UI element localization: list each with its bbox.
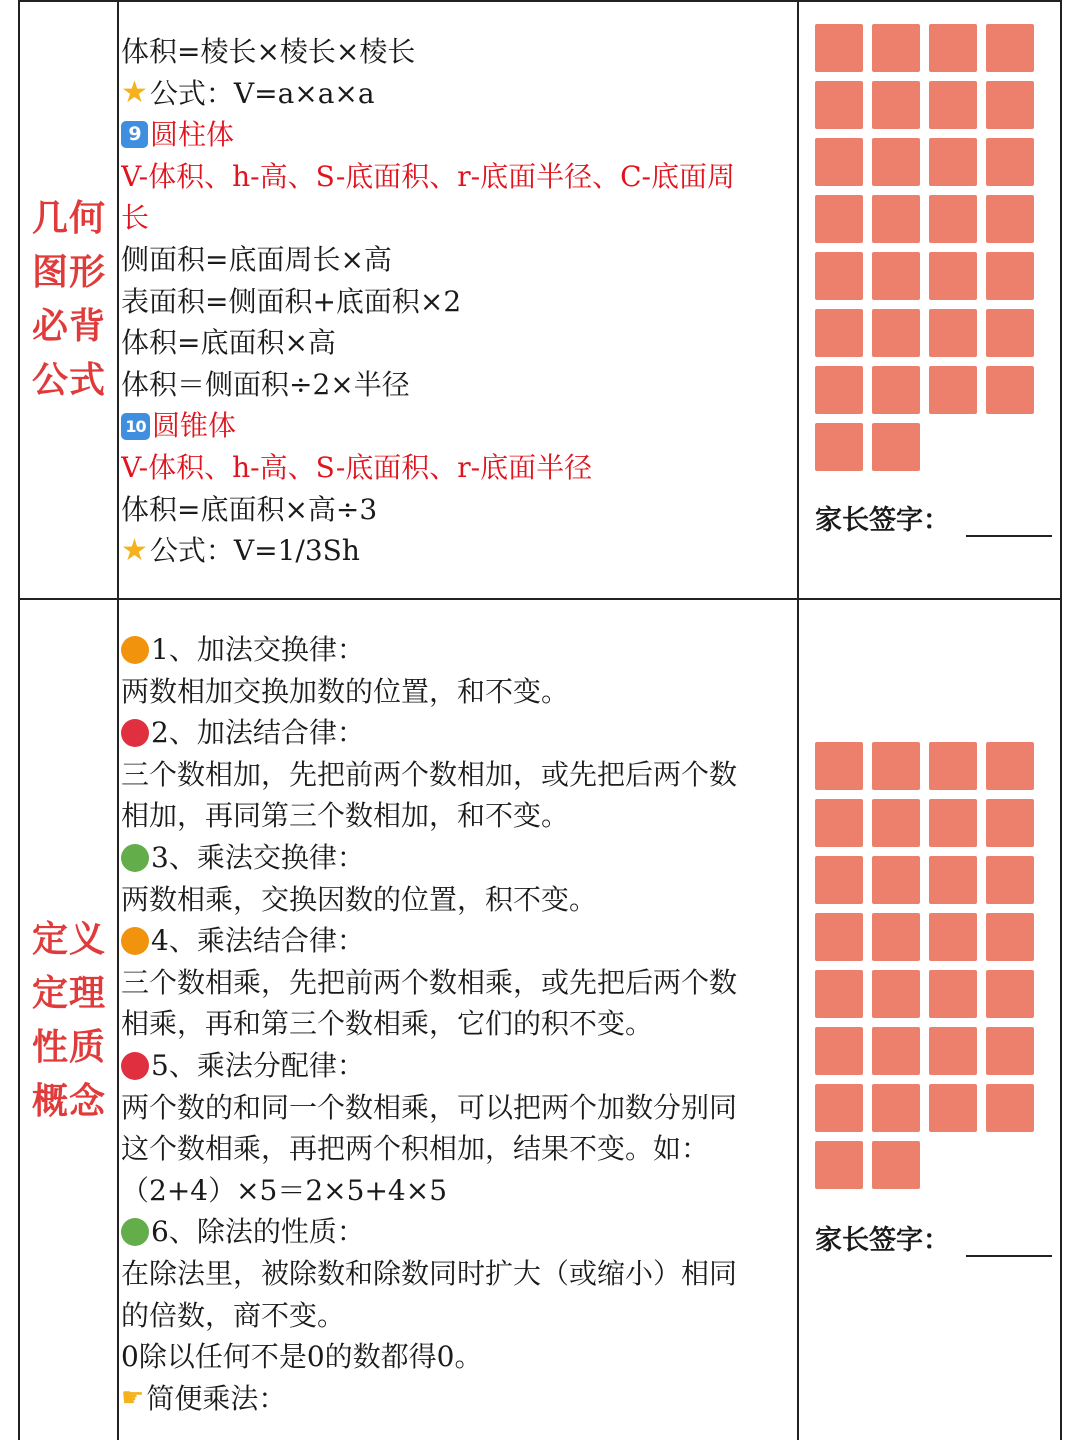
signature-field[interactable] (966, 513, 1052, 537)
review-checkbox[interactable] (986, 309, 1034, 357)
review-checkbox[interactable] (929, 195, 977, 243)
review-checkbox[interactable] (872, 913, 920, 961)
law-heading (121, 629, 793, 671)
formula-text: 长 (121, 201, 150, 235)
law-text: 的倍数，商不变。 (121, 1298, 346, 1332)
law-heading (121, 1211, 793, 1253)
review-checkbox[interactable] (929, 81, 977, 129)
law-heading (121, 1045, 793, 1087)
law-text: 0除以任何不是0的数都得0。 (121, 1340, 483, 1374)
formula-text: V-体积、h-高、S-底面积、r-底面半径 (121, 450, 593, 484)
category-line: 图形 (31, 251, 106, 293)
law-text: 1、加法交换律： (151, 633, 365, 666)
review-checkbox[interactable] (986, 742, 1034, 790)
law-text: 三个数相乘，先把前两个数相乘，或先把后两个数 (121, 965, 738, 999)
review-checkbox[interactable] (815, 913, 863, 961)
table-border-top (18, 0, 1062, 2)
law-line (121, 879, 793, 921)
review-checkbox[interactable] (815, 138, 863, 186)
law-text: 三个数相加，先把前两个数相加，或先把后两个数 (121, 757, 738, 791)
law-line (121, 671, 793, 713)
heading-text: 圆柱体 (150, 118, 235, 152)
review-checkbox[interactable] (986, 1027, 1034, 1075)
review-checkbox[interactable] (929, 309, 977, 357)
orange-dot-icon (121, 636, 149, 664)
formula-text: 侧面积=底面周长×高 (121, 242, 392, 276)
review-checkbox[interactable] (815, 742, 863, 790)
star-icon: ★ (121, 532, 148, 568)
signature-label: 家长签字： (815, 505, 950, 536)
review-checkbox[interactable] (986, 138, 1034, 186)
law-line (121, 795, 793, 837)
law-line (121, 1336, 793, 1378)
signature-field[interactable] (966, 1233, 1052, 1257)
review-checkbox[interactable] (929, 366, 977, 414)
review-checkbox[interactable] (815, 81, 863, 129)
formula-line (121, 322, 793, 364)
review-checkbox-grid (815, 742, 1035, 1189)
formula-line (121, 447, 793, 489)
review-checkbox[interactable] (986, 366, 1034, 414)
law-line (121, 1003, 793, 1045)
review-checkbox[interactable] (872, 366, 920, 414)
review-checkbox-grid (815, 24, 1035, 471)
review-checkbox[interactable] (986, 913, 1034, 961)
law-text: 4、乘法结合律： (151, 924, 365, 958)
red-dot-icon (121, 719, 149, 747)
review-checkbox[interactable] (815, 1084, 863, 1132)
review-checkbox[interactable] (872, 856, 920, 904)
formula-line (121, 239, 793, 281)
category-line: 定义 (31, 918, 106, 960)
category-label-geometry (20, 0, 118, 598)
law-text: 5、乘法分配律： (151, 1048, 365, 1082)
orange-dot-icon (121, 927, 149, 955)
review-checkbox[interactable] (872, 309, 920, 357)
review-checkbox[interactable] (872, 195, 920, 243)
formula-line (121, 364, 793, 406)
law-heading (121, 920, 793, 962)
law-line (121, 1087, 793, 1129)
review-checkbox[interactable] (872, 1141, 920, 1189)
table-divider-check (797, 0, 799, 1440)
section-heading-cylinder (121, 114, 793, 156)
number-badge: 10 (121, 413, 150, 440)
review-checkbox[interactable] (929, 1084, 977, 1132)
parent-signature (815, 1218, 1052, 1257)
category-line: 必背 (31, 305, 106, 347)
review-checkbox[interactable] (929, 24, 977, 72)
table-row-divider (18, 598, 1062, 600)
law-text: 相加，再同第三个数相加，和不变。 (121, 799, 570, 833)
law-line (121, 1253, 793, 1295)
category-line: 公式 (31, 359, 106, 401)
formula-text: V-体积、h-高、S-底面积、r-底面半径、C-底面周 (121, 159, 736, 193)
review-checkbox[interactable] (929, 799, 977, 847)
law-text: 这个数相乘，再把两个积相加，结果不变。如： (121, 1132, 710, 1166)
pointing-hand-icon: ☛ (121, 1383, 145, 1414)
review-checkbox[interactable] (986, 252, 1034, 300)
review-checkbox[interactable] (815, 856, 863, 904)
review-checkbox[interactable] (872, 1027, 920, 1075)
geometry-formula-list (121, 31, 793, 572)
formula-line (121, 73, 793, 115)
law-line (121, 754, 793, 796)
law-text: 两数相乘，交换因数的位置，积不变。 (121, 882, 598, 916)
star-icon: ★ (121, 75, 148, 111)
law-text: 2、加法结合律： (151, 716, 365, 750)
law-line (121, 962, 793, 1004)
law-heading (121, 712, 793, 754)
law-list (121, 629, 793, 1419)
review-checkbox[interactable] (872, 252, 920, 300)
review-checkbox[interactable] (872, 138, 920, 186)
formula-text: 体积=底面积×高÷3 (121, 492, 378, 526)
law-heading (121, 837, 793, 879)
formula-line (121, 489, 793, 531)
category-line: 定理 (31, 972, 106, 1014)
law-text: 6、除法的性质： (151, 1215, 365, 1249)
law-text: 3、乘法交换律： (151, 840, 365, 874)
law-text: 相乘，再和第三个数相乘，它们的积不变。 (121, 1007, 654, 1041)
law-text: （2+4）×5＝2×5+4×5 (121, 1173, 448, 1207)
review-checkbox[interactable] (815, 24, 863, 72)
heading-text: 圆锥体 (152, 409, 237, 443)
review-checkbox[interactable] (929, 138, 977, 186)
table-border-right (1060, 0, 1062, 1440)
review-checkbox[interactable] (872, 81, 920, 129)
review-checkbox[interactable] (872, 799, 920, 847)
review-checkbox[interactable] (929, 1027, 977, 1075)
review-checkbox[interactable] (815, 799, 863, 847)
category-label-definitions (20, 600, 118, 1440)
review-checkbox[interactable] (929, 742, 977, 790)
law-text: 两数相加交换加数的位置，和不变。 (121, 674, 570, 708)
review-checkbox[interactable] (986, 970, 1034, 1018)
review-checkbox[interactable] (815, 1027, 863, 1075)
law-text: 两个数的和同一个数相乘，可以把两个加数分别同 (121, 1090, 738, 1124)
law-heading (121, 1378, 793, 1420)
section-heading-cone (121, 405, 793, 447)
category-line: 性质 (31, 1026, 106, 1068)
parent-signature (815, 498, 1052, 537)
formula-line (121, 197, 793, 239)
red-dot-icon (121, 1052, 149, 1080)
signature-label: 家长签字： (815, 1225, 950, 1256)
review-checkbox[interactable] (815, 309, 863, 357)
review-checkbox[interactable] (986, 81, 1034, 129)
review-checkbox[interactable] (986, 24, 1034, 72)
number-badge: 9 (121, 121, 148, 148)
formula-text: 体积＝侧面积÷2×半径 (121, 367, 410, 401)
green-dot-icon (121, 844, 149, 872)
law-line (121, 1295, 793, 1337)
review-checkbox[interactable] (986, 856, 1034, 904)
law-example (121, 1170, 793, 1212)
formula-text: 体积=底面积×高 (121, 326, 336, 360)
law-text: 在除法里，被除数和除数同时扩大（或缩小）相同 (121, 1256, 738, 1290)
formula-text: 公式：V=a×a×a (149, 76, 375, 110)
review-checkbox[interactable] (872, 742, 920, 790)
review-checkbox[interactable] (815, 970, 863, 1018)
review-checkbox[interactable] (929, 252, 977, 300)
review-checkbox[interactable] (815, 195, 863, 243)
review-checkbox[interactable] (872, 970, 920, 1018)
review-checkbox[interactable] (986, 195, 1034, 243)
formula-text: 体积=棱长×棱长×棱长 (121, 35, 416, 68)
review-checkbox[interactable] (815, 366, 863, 414)
review-checkbox[interactable] (986, 1084, 1034, 1132)
review-checkbox[interactable] (872, 423, 920, 471)
review-checkbox[interactable] (872, 1084, 920, 1132)
review-checkbox[interactable] (929, 913, 977, 961)
review-checkbox[interactable] (872, 24, 920, 72)
review-checkbox[interactable] (929, 970, 977, 1018)
review-checkbox[interactable] (815, 1141, 863, 1189)
category-line: 概念 (31, 1080, 106, 1122)
review-checkbox[interactable] (815, 252, 863, 300)
formula-text: 表面积=侧面积+底面积×2 (121, 284, 462, 318)
formula-line (121, 156, 793, 198)
review-checkbox[interactable] (815, 423, 863, 471)
formula-line (121, 281, 793, 323)
law-line (121, 1128, 793, 1170)
review-checkbox[interactable] (929, 856, 977, 904)
category-line: 几何 (31, 197, 106, 239)
green-dot-icon (121, 1218, 149, 1246)
formula-line (121, 530, 793, 572)
review-checkbox[interactable] (986, 799, 1034, 847)
formula-line (121, 31, 793, 73)
formula-text: 公式：V=1/3Sh (149, 534, 360, 568)
law-text: 简便乘法： (146, 1381, 287, 1415)
